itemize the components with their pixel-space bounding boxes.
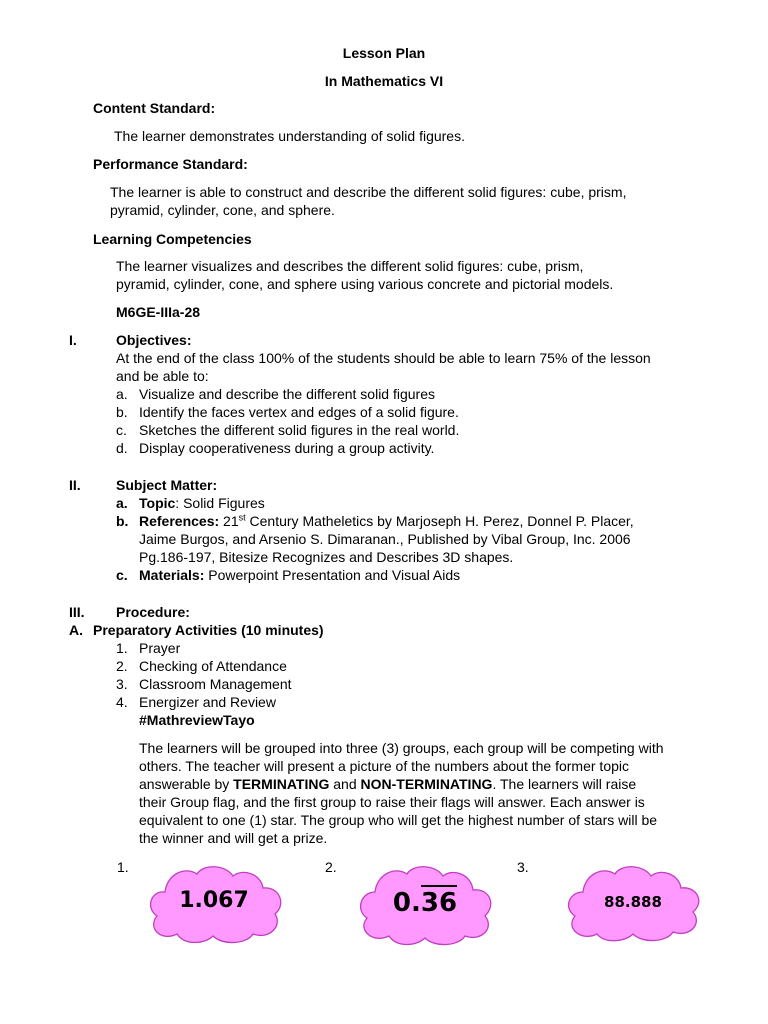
- references-line: b. References: 21st Century Matheletics by Marjoseph H. Perez, Donnel P. Placer,: [116, 512, 634, 529]
- objective-item: b. Identify the faces vertex and edges of a solid figure.: [116, 404, 459, 420]
- cloud-value-2: 0.36: [355, 888, 495, 918]
- activity-paragraph-line: the winner and will get a prize.: [139, 830, 328, 846]
- objective-item: c. Sketches the different solid figures in the real world.: [116, 422, 460, 438]
- cloud-3: [563, 864, 703, 942]
- learning-competencies-line-2: pyramid, cylinder, cone, and sphere using various concrete and pictorial models.: [116, 276, 614, 292]
- references-line-3: Pg.186-197, Bitesize Recognizes and Describes 3D shapes.: [139, 549, 514, 565]
- learning-competencies-line-1: The learner visualizes and describes the different solid figures: cube, prism,: [116, 258, 584, 274]
- hashtag: #MathreviewTayo: [139, 712, 255, 728]
- cloud-2: [355, 862, 495, 946]
- cloud-number-2: 2.: [325, 859, 337, 875]
- objectives-intro-line-2: and be able to:: [116, 368, 209, 384]
- subject-matter-numeral: II.: [69, 477, 81, 493]
- procedure-step: 1. Prayer: [116, 640, 181, 656]
- competency-code: M6GE-IIIa-28: [116, 304, 201, 320]
- procedure-step: 2. Checking of Attendance: [116, 658, 287, 674]
- procedure-step: 3. Classroom Management: [116, 676, 292, 692]
- topic-line: a. Topic: Solid Figures: [116, 495, 265, 511]
- activity-paragraph-line: their Group flag, and the first group to raise their flags will answer. Each answer is: [139, 794, 645, 810]
- content-standard-text: The learner demonstrates understanding of solid figures.: [114, 128, 465, 144]
- section-a-letter: A.: [69, 622, 83, 638]
- procedure-step: 4. Energizer and Review: [116, 694, 276, 710]
- objective-item: a. Visualize and describe the different solid figures: [116, 386, 435, 402]
- activity-paragraph-line: The learners will be grouped into three (3) groups, each group will be competing with: [139, 740, 664, 756]
- references-line-2: Jaime Burgos, and Arsenio S. Dimaranan., Published by Vibal Group, Inc. 2006: [139, 531, 631, 547]
- activity-paragraph-line: equivalent to one (1) star. The group who will get the highest number of stars will be: [139, 812, 658, 828]
- objectives-heading: Objectives:: [116, 332, 192, 348]
- activity-paragraph-line: others. The teacher will present a picture of the numbers about the former topic: [139, 758, 629, 774]
- subject-matter-heading: Subject Matter:: [116, 477, 218, 493]
- cloud-1: [143, 862, 285, 944]
- cloud-number-1: 1.: [117, 859, 129, 875]
- cloud-value-3: 88.888: [604, 893, 662, 911]
- performance-standard-heading: Performance Standard:: [93, 156, 248, 172]
- objectives-numeral: I.: [69, 332, 77, 348]
- activity-paragraph-line: answerable by TERMINATING and NON-TERMINATING. The learners will raise: [139, 776, 637, 792]
- learning-competencies-heading: Learning Competencies: [93, 231, 252, 247]
- performance-standard-line-1: The learner is able to construct and describe the different solid figures: cube, prism,: [110, 184, 627, 200]
- content-standard-heading: Content Standard:: [93, 100, 216, 116]
- cloud-value-1: 1.067: [179, 888, 249, 913]
- objectives-intro-line-1: At the end of the class 100% of the students should be able to learn 75% of the lesson: [116, 350, 651, 366]
- performance-standard-line-2: pyramid, cylinder, cone, and sphere.: [110, 202, 335, 218]
- page-title: Lesson Plan: [342, 45, 426, 61]
- repeating-bar: 36: [421, 885, 457, 918]
- objective-item: d. Display cooperativeness during a group activity.: [116, 440, 435, 456]
- page-subtitle: In Mathematics VI: [324, 73, 444, 89]
- procedure-heading: Procedure:: [116, 604, 190, 620]
- section-a-heading: Preparatory Activities (10 minutes): [93, 622, 324, 638]
- procedure-numeral: III.: [69, 604, 85, 620]
- cloud-number-3: 3.: [517, 859, 529, 875]
- materials-line: c. Materials: Powerpoint Presentation and Visual Aids: [116, 567, 461, 583]
